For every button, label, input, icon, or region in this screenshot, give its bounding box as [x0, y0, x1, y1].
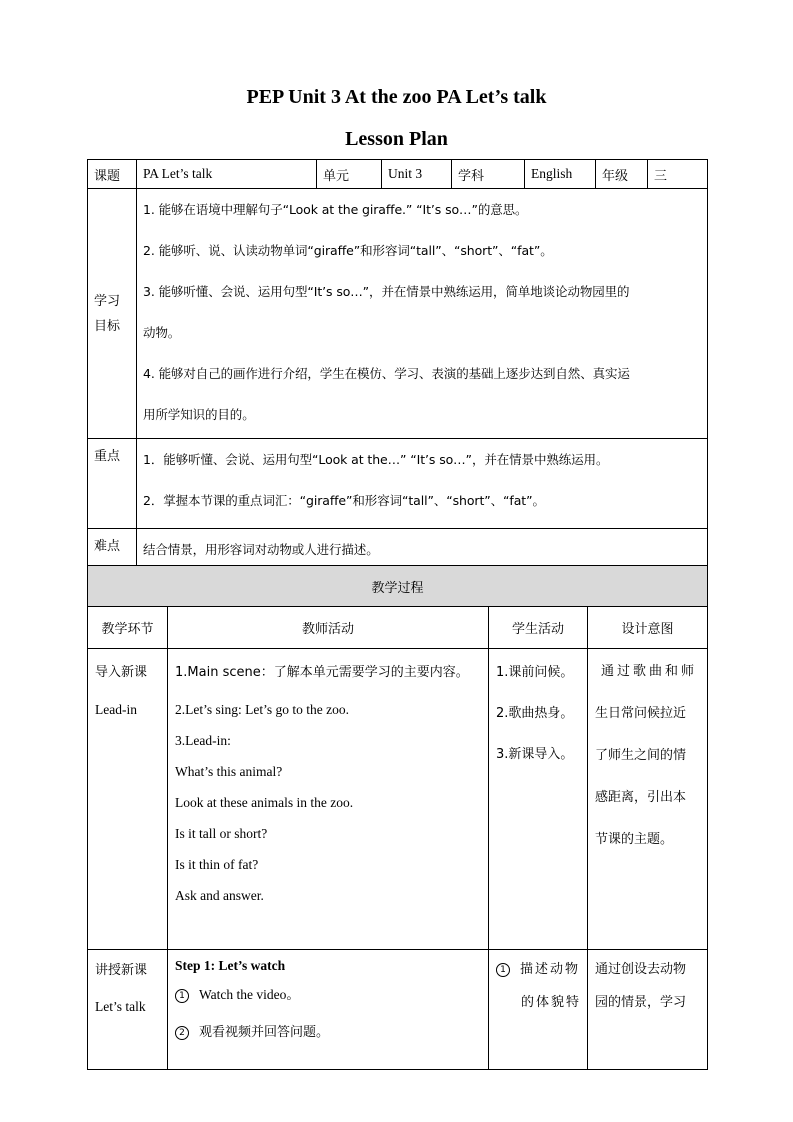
difficulties-label: 难点 [88, 529, 137, 578]
design-intent-cell [588, 649, 708, 950]
topic-value: PA Let’s talk [137, 160, 317, 189]
column-header-student: 学生活动 [489, 607, 588, 649]
teacher-line: Ask and answer. [175, 888, 264, 903]
objective-line: 4. 能够对自己的画作进行介绍，学生在模仿、学习、表演的基础上逐步达到自然、真实运 [143, 366, 630, 381]
student-line: 1.课前问候。 [496, 665, 574, 680]
objective-line: 1. 能够在语境中理解句子“Look at the giraffe.” “It’s so…”的意思。 [143, 202, 528, 217]
process-header: 教学过程 [88, 566, 708, 607]
teacher-activity-cell [168, 649, 489, 950]
student-activity-cell [489, 649, 588, 950]
circled-number-icon: 2 [175, 1026, 189, 1040]
page-title: PEP Unit 3 At the zoo PA Let’s talk [246, 86, 547, 108]
process-header-row [88, 566, 708, 607]
key-points-label: 重点 [88, 439, 137, 529]
circled-number-icon: 1 [496, 963, 510, 977]
topic-label: 课题 [88, 160, 137, 189]
circled-number-icon: 1 [175, 989, 189, 1003]
design-line: 生日常问候拉近 [595, 706, 687, 721]
teacher-line: 1.Main scene：了解本单元需要学习的主要内容。 [175, 665, 469, 680]
teacher-line: What’s this animal? [175, 764, 283, 779]
objective-line: 3. 能够听懂、会说、运用句型“It’s so…”，并在情景中熟练运用，简单地谈论动物园里的 [143, 284, 630, 299]
design-line: 了师生之间的情 [595, 748, 687, 763]
teacher-line: 2.Let’s sing: Let’s go to the zoo. [175, 702, 349, 717]
student-activity-cell [489, 950, 588, 1070]
stage-cell [88, 950, 168, 1070]
objective-line: 2. 能够听、说、认读动物单词“giraffe”和形容词“tall”、“short”、“fat”。 [143, 243, 553, 258]
design-line: 通过创设去动物 [595, 962, 687, 977]
key-points-content [137, 439, 708, 529]
page-subtitle: Lesson Plan [345, 128, 448, 150]
design-intent-cell [588, 950, 708, 1070]
subject-value: English [525, 160, 596, 189]
student-line [496, 958, 587, 982]
info-header-row [88, 160, 708, 189]
difficulties-text: 结合情景，用形容词对动物或人进行描述。 [143, 542, 379, 557]
stage-en: Lead-in [95, 702, 137, 717]
stage-cn: 导入新课 [95, 665, 148, 680]
teacher-line: Look at these animals in the zoo. [175, 795, 354, 810]
subject-label: 学科 [452, 160, 525, 189]
unit-label: 单元 [317, 160, 382, 189]
objectives-content [137, 189, 708, 439]
step-item-text: Watch the video。 [199, 987, 300, 1002]
teacher-line: Is it tall or short? [175, 826, 268, 841]
process-row-lead-in [88, 649, 708, 950]
process-column-headers [88, 607, 708, 649]
column-header-stage: 教学环节 [88, 607, 168, 649]
step-title: Step 1: Let’s watch [175, 958, 286, 973]
student-line: 2.歌曲热身。 [496, 706, 574, 721]
process-row-new-lesson [88, 950, 708, 1070]
column-header-teacher: 教师活动 [168, 607, 489, 649]
design-line: 感距离，引出本 [595, 790, 687, 805]
objective-line: 用所学知识的目的。 [143, 407, 255, 422]
objectives-label-line1: 学习 [94, 293, 121, 309]
teacher-activity-cell [168, 950, 489, 1070]
teacher-line: 3.Lead-in: [175, 733, 231, 748]
grade-label: 年级 [596, 160, 648, 189]
stage-cell [88, 649, 168, 950]
student-line-text: 描述动物 [520, 962, 581, 977]
objectives-label [88, 189, 137, 439]
step-item [175, 1012, 488, 1054]
column-header-design: 设计意图 [588, 607, 708, 649]
student-line: 3.新课导入。 [496, 747, 574, 762]
design-line: 节课的主题。 [595, 832, 674, 847]
teacher-line: Is it thin of fat? [175, 857, 259, 872]
objective-line: 动物。 [143, 325, 181, 340]
unit-value: Unit 3 [382, 160, 452, 189]
grade-value: 三 [648, 160, 708, 189]
objectives-label-line2: 目标 [94, 318, 121, 334]
stage-cn: 讲授新课 [95, 963, 148, 978]
objectives-row [88, 189, 708, 439]
design-line: 园的情景，学习 [595, 995, 687, 1010]
student-line: 的体貌特 [520, 995, 581, 1010]
step-item [175, 974, 488, 1016]
lesson-info-table [87, 159, 708, 578]
key-point-line: 1．能够听懂、会说、运用句型“Look at the…” “It’s so…”，并在情景中熟练运用。 [143, 452, 609, 467]
stage-en: Let’s talk [95, 999, 146, 1014]
key-point-line: 2．掌握本节课的重点词汇：“giraffe”和形容词“tall”、“short”、“fat”。 [143, 493, 545, 508]
step-item-text: 观看视频并回答问题。 [199, 1025, 330, 1040]
design-line: 通过歌曲和师 [601, 664, 698, 679]
key-points-row [88, 439, 708, 529]
teaching-process-table [87, 565, 708, 1070]
